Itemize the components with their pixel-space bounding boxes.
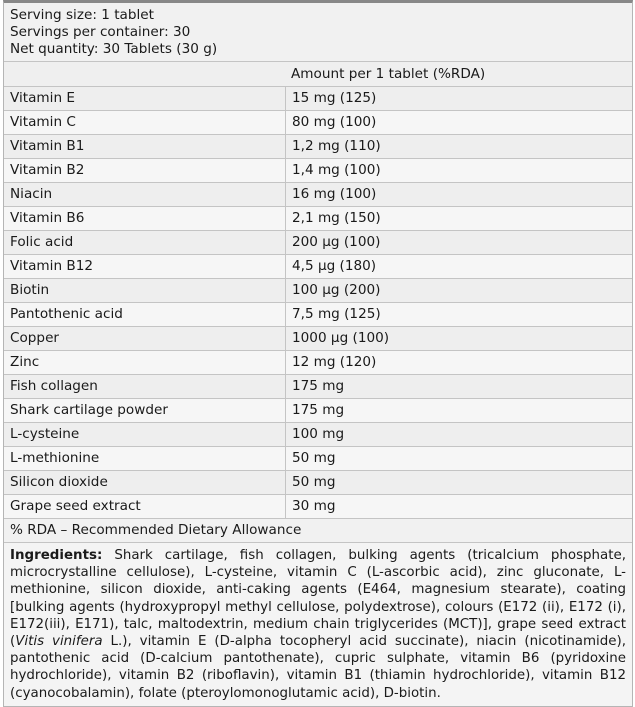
table-body [4,87,632,519]
table-row [4,279,632,303]
table-header [4,62,632,87]
nutrient-amount: 30 mg [292,498,336,514]
table-row [4,399,632,423]
nutrient-name: Fish collagen [4,375,286,398]
nutrition-table [3,0,633,707]
nutrient-amount: 50 mg [292,450,336,466]
table-row [4,183,632,207]
nutrient-amount: 16 mg (100) [292,186,377,202]
ingredients-text-after: L.), vitamin E (D-alpha tocopheryl acid succinate), niacin (nicotinamide), pantothenic acid (D-calcium pantothenate), cupric sulphate, vitamin B6 (pyridoxine hydrochloride), vitamin B2 (riboflavin), vitamin B1 (thiamin hydrochloride), vitamin B12 (cyanocobalamin), folate (pteroylomonoglutamic acid), D-biotin. [10,634,626,701]
table-row [4,471,632,495]
ingredients-paragraph [4,543,632,706]
rda-note: % RDA – Recommended Dietary Allowance [4,519,632,543]
nutrient-amount: 200 µg (100) [292,234,381,250]
nutrient-amount: 4,5 µg (180) [292,258,377,274]
nutrient-name: Vitamin B6 [4,207,286,230]
net-quantity: Net quantity: 30 Tablets (30 g) [10,41,218,57]
table-row [4,447,632,471]
nutrient-amount: 1,2 mg (110) [292,138,381,154]
nutrient-amount: 100 mg [292,426,345,442]
serving-size: Serving size: 1 tablet [10,7,154,23]
nutrient-amount: 175 mg [292,378,345,394]
nutrient-name: L-cysteine [4,423,286,446]
table-row [4,351,632,375]
nutrient-amount: 175 mg [292,402,345,418]
nutrient-name: L-methionine [4,447,286,470]
table-row [4,111,632,135]
serving-info [4,3,632,62]
table-row [4,495,632,519]
table-row [4,87,632,111]
servings-per-container: Servings per container: 30 [10,24,191,40]
table-row [4,303,632,327]
nutrient-name: Grape seed extract [4,495,286,518]
ingredients-label: Ingredients: [10,548,103,563]
table-row [4,327,632,351]
nutrient-name: Vitamin C [4,111,286,134]
nutrient-amount: 1,4 mg (100) [292,162,381,178]
table-row [4,423,632,447]
nutrient-name: Vitamin B12 [4,255,286,278]
nutrient-amount: 1000 µg (100) [292,330,390,346]
nutrient-amount: 12 mg (120) [292,354,377,370]
nutrient-amount: 50 mg [292,474,336,490]
nutrient-name: Zinc [4,351,286,374]
nutrient-name: Shark cartilage powder [4,399,286,422]
nutrient-name: Biotin [4,279,286,302]
nutrient-name: Niacin [4,183,286,206]
table-row [4,255,632,279]
nutrient-name: Silicon dioxide [4,471,286,494]
table-row [4,135,632,159]
table-row [4,231,632,255]
nutrient-name: Vitamin B1 [4,135,286,158]
header-amount: Amount per 1 tablet (%RDA) [291,66,486,82]
nutrient-amount: 7,5 mg (125) [292,306,381,322]
ingredients-text-before: Shark cartilage, fish collagen, bulking agents (tricalcium phosphate, microcrystalline cellulose), L-cysteine, vitamin C (L-ascorbic acid), zinc gluconate, L-methionine, silicon dioxide, anti-caking agents (E464, magnesium stearate), coating [bulking agents (hydroxypropyl methyl cellulose, polydextrose), colours (E172 (ii), E172 (i), E172(iii), E171), talc, maltodextrin, medium chain triglycerides (MCT)], grape seed extract ( [10,548,626,650]
nutrient-name: Vitamin B2 [4,159,286,182]
nutrient-name: Pantothenic acid [4,303,286,326]
table-row [4,207,632,231]
nutrient-name: Vitamin E [4,87,286,110]
nutrient-amount: 80 mg (100) [292,114,377,130]
header-empty-cell [4,62,285,86]
nutrient-name: Folic acid [4,231,286,254]
table-row [4,159,632,183]
nutrient-amount: 100 µg (200) [292,282,381,298]
table-row [4,375,632,399]
nutrient-amount: 2,1 mg (150) [292,210,381,226]
nutrient-amount: 15 mg (125) [292,90,377,106]
nutrient-name: Copper [4,327,286,350]
ingredients-italic: Vitis vinifera [15,634,103,650]
